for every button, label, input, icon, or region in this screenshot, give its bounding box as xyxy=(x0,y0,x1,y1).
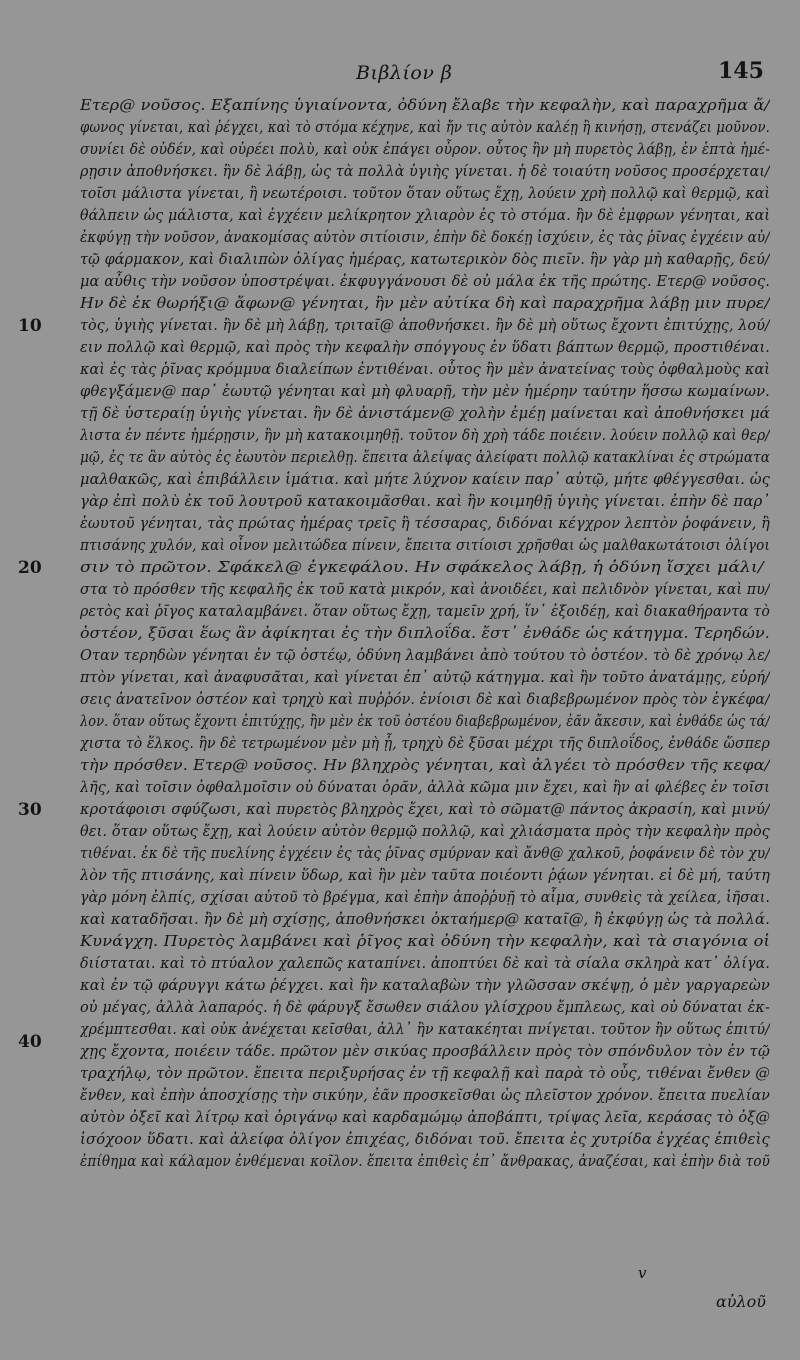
text-line-content: οὐ μέγας, ἀλλὰ λαπαρός. ἡ δὲ φάρυγξ ἔσωθεν σιάλου γλίσχρου ἔμπλεως, καὶ οὐ δύναται ἐκ- xyxy=(80,998,770,1016)
text-line xyxy=(80,996,770,1018)
text-line xyxy=(80,1040,770,1062)
text-line-content: λον. ὅταν οὕτως ἔχοντι ἐπιτύχῃς, ἢν μὲν ἐκ τοῦ ὀστέου διαβεβρωμένον, ἐᾶν ἄκεσιν, καὶ ἐνθάδε ὡς τά/ xyxy=(80,712,770,730)
text-line xyxy=(80,930,770,952)
text-line-content: τοῖσι μάλιστα γίνεται, ἢ νεωτέροισι. τοῦτον ὅταν οὕτως ἔχῃ, λούειν χρὴ πολλῷ καὶ θερμῷ, καὶ xyxy=(80,184,770,202)
text-line xyxy=(80,116,770,138)
text-line-content: σεις ἀνατεῖνον ὀστέον καὶ τρηχὺ καὶ πυῤῥόν. ἐνίοισι δὲ καὶ διαβεβρωμένον πρὸς τὸν ἐγκέφα/ xyxy=(80,690,770,708)
text-line-content: λῆς, καὶ τοῖσιν ὀφθαλμοῖσιν οὐ δύναται ὁρᾶν, ἀλλὰ κῶμα μιν ἔχει, καὶ ἢν αἱ φλέβες ἐν τοῖσι xyxy=(80,778,770,796)
text-line-content: σιν τὸ πρῶτον. Σφάκελ@ ἐγκεφάλου. Ην σφάκελος λάβῃ, ἡ ὀδύνη ἴσχει μάλι/ xyxy=(80,558,764,576)
text-line xyxy=(80,314,770,336)
text-line-content: ρῃσιν ἀποθνήσκει. ἢν δὲ λάβῃ, ὡς τὰ πολλὰ ὑγιὴς γίνεται. ἡ δὲ τοιαύτη νοῦσος προσέρχεται/ xyxy=(80,162,770,180)
text-line xyxy=(80,732,770,754)
text-line-content: ὀστέον, ξῦσαι ἕως ἂν ἀφίκηται ἐς τὴν διπλοΐδα. ἔστ᾽ ἐνθάδε ὡς κάτηγμα. Τερηδών. xyxy=(80,624,770,642)
line-number-10: 10 xyxy=(18,316,42,336)
text-line xyxy=(80,1106,770,1128)
page-header xyxy=(0,58,800,92)
text-line xyxy=(80,512,770,534)
text-line-content: ἑωυτοῦ γένηται, τὰς πρώτας ἡμέρας τρεῖς ἢ τέσσαρας, διδόναι κέγχρον λεπτὸν ῥοφάνειν, ἢ xyxy=(80,514,770,532)
text-line xyxy=(80,1150,770,1172)
text-line-content: τιθέναι. ἐκ δὲ τῆς πυελίνης ἐγχέειν ἐς τὰς ῥῖνας σμύρναν καὶ ἄνθ@ χαλκοῦ, ῥοφάνειν δὲ τὸν χυ/ xyxy=(80,844,770,862)
text-line-content: ρετὸς καὶ ῥῖγος καταλαμβάνει. ὅταν οὕτως ἔχῃ, ταμεῖν χρή, ἵν᾽ ἐξοιδέῃ, καὶ διακαθήραντα τὸ xyxy=(80,602,770,620)
text-line xyxy=(80,952,770,974)
text-line xyxy=(80,688,770,710)
text-line-content: φθεγξάμεν@ παρ᾽ ἑωυτῷ γένηται καὶ μὴ φλυαρῇ, τὴν μὲν ἡμέρην ταύτην ἥσσω κωμαίνων. xyxy=(80,382,770,400)
text-line xyxy=(80,842,770,864)
text-line xyxy=(80,490,770,512)
text-line-content: τῷ φάρμακον, καὶ διαλιπὼν ὀλίγας ἡμέρας, κατωτερικὸν δὸς πιεῖν. ἢν γὰρ μὴ καθαρῇς, δεύ/ xyxy=(80,250,770,268)
signature-mark: v xyxy=(638,1264,647,1282)
text-block xyxy=(80,94,770,1172)
text-line-content: καὶ ἐς τὰς ῥῖνας κρόμμυα διαλείπων ἐντιθέναι. οὗτος ἢν μὲν ἀνατείνας τοὺς ὀφθαλμοὺς καὶ xyxy=(80,360,770,378)
text-line xyxy=(80,336,770,358)
text-line xyxy=(80,556,770,578)
text-line-content: ειν πολλῷ καὶ θερμῷ, καὶ πρὸς τὴν κεφαλὴν σπόγγους ἐν ὕδατι βάπτων θερμῷ, προστιθέναι. xyxy=(80,338,770,356)
text-line xyxy=(80,578,770,600)
line-number-30: 30 xyxy=(18,800,42,820)
text-line xyxy=(80,358,770,380)
text-line-content: χῃς ἔχοντα, ποιέειν τάδε. πρῶτον μὲν σικύας προσβάλλειν πρὸς τὸν σπόνδυλον τὸν ἐν τῷ xyxy=(80,1042,770,1060)
text-line xyxy=(80,754,770,776)
text-line xyxy=(80,1128,770,1150)
text-line-content: Ετερ@ νοῦσος. Εξαπίνης ὑγιαίνοντα, ὀδύνη ἔλαβε τὴν κεφαλὴν, καὶ παραχρῆμα ἄ/ xyxy=(80,96,770,114)
text-line-content: διίσταται. καὶ τὸ πτύαλον χαλεπῶς καταπίνει. ἀποπτύει δὲ καὶ τὰ σίαλα σκληρὰ κατ᾽ ὀλίγα. xyxy=(80,954,770,972)
text-line-content: Οταν τερηδὼν γένηται ἐν τῷ ὀστέῳ, ὀδύνη λαμβάνει ἀπὸ τούτου τὸ ὀστέον. τὸ δὲ χρόνῳ λε/ xyxy=(80,646,770,664)
text-line-content: τὸς, ὑγιὴς γίνεται. ἢν δὲ μὴ λάβῃ, τριταῖ@ ἀποθνήσκει. ἢν δὲ μὴ οὕτως ἔχοντι ἐπιτύχῃς, λού/ xyxy=(80,316,770,334)
text-line xyxy=(80,644,770,666)
text-line-content: πτισάνης χυλόν, καὶ οἶνον μελιτώδεα πίνειν, ἔπειτα σιτίοισι χρῆσθαι ὡς μαλθακωτάτοισι ὀλίγοι xyxy=(80,536,770,554)
text-line-content: χιστα τὸ ἕλκος. ἢν δὲ τετρωμένον μὲν μὴ ᾖ, τρηχὺ δὲ ξῦσαι μέχρι τῆς διπλοΐδος, ἐνθάδε ὥσπερ xyxy=(80,734,770,752)
text-line xyxy=(80,776,770,798)
text-line xyxy=(80,974,770,996)
text-line-content: φωνος γίνεται, καὶ ῥέγχει, καὶ τὸ στόμα κέχηνε, καὶ ἤν τις αὐτὸν καλέῃ ἢ κινήσῃ, στενάζει μοῦνον. xyxy=(80,118,770,136)
text-line-content: καὶ καταδῆσαι. ἢν δὲ μὴ σχίσῃς, ἀποθνήσκει ὀκταήμερ@ καταῖ@, ἢ ἐκφύγῃ ὡς τὰ πολλά. xyxy=(80,910,770,928)
text-line xyxy=(80,798,770,820)
text-line xyxy=(80,666,770,688)
text-line xyxy=(80,292,770,314)
text-line xyxy=(80,402,770,424)
text-line-content: μῷ, ἐς τε ἂν αὐτὸς ἐς ἑωυτὸν περιελθῃ. ἔπειτα ἀλείψας ἀλείφατι πολλῷ κατακλίναι ἐς στρώματα xyxy=(80,448,770,466)
text-line xyxy=(80,622,770,644)
text-line-content: θει. ὅταν οὕτως ἔχῃ, καὶ λούειν αὐτὸν θερμῷ πολλῷ, καὶ χλιάσματα πρὸς τὴν κεφαλὴν πρὸς xyxy=(80,822,770,840)
text-line-content: θάλπειν ὡς μάλιστα, καὶ ἐγχέειν μελίκρητον χλιαρὸν ἐς τὸ στόμα. ἢν δὲ ἐμφρων γένηται, καὶ xyxy=(80,206,770,224)
text-line xyxy=(80,160,770,182)
text-line-content: ἐπίθημα καὶ κάλαμον ἐνθέμεναι κοῖλον. ἔπειτα ἐπιθεὶς ἐπ᾽ ἄνθρακας, ἀναζέσαι, καὶ ἐπὴν διὰ τοῦ xyxy=(80,1152,770,1170)
text-line-content: γὰρ μόνη ἐλπίς, σχίσαι αὐτοῦ τὸ βρέγμα, καὶ ἐπὴν ἀποῤῥυῇ τὸ αἷμα, συνθεὶς τὰ χείλεα, ἰῆσαι. xyxy=(80,888,770,906)
catchword: αὐλοῦ xyxy=(716,1292,767,1311)
text-line xyxy=(80,226,770,248)
text-line-content: λιστα ἐν πέντε ἡμέρῃσιν, ἢν μὴ κατακοιμηθῇ. τοῦτον δὴ χρὴ τάδε ποιέειν. λούειν πολλῷ καὶ θερ/ xyxy=(80,426,770,444)
text-line-content: τῇ δὲ ὑστεραίῃ ὑγιὴς γίνεται. ἢν δὲ ἀνιστάμεν@ χολὴν ἐμέῃ μαίνεται καὶ ἀποθνήσκει μά xyxy=(80,404,770,422)
text-line xyxy=(80,138,770,160)
page-number: 145 xyxy=(718,58,764,84)
text-line-content: τραχήλῳ, τὸν πρῶτον. ἔπειτα περιξυρήσας ἐν τῇ κεφαλῇ καὶ παρὰ τὸ οὖς, τιθέναι ἔνθεν @ xyxy=(80,1064,770,1082)
text-line xyxy=(80,468,770,490)
text-line-content: Κυνάγχη. Πυρετὸς λαμβάνει καὶ ῥῖγος καὶ ὀδύνη τὴν κεφαλὴν, καὶ τὰ σιαγόνια οἱ xyxy=(80,932,770,950)
text-line xyxy=(80,424,770,446)
text-line xyxy=(80,864,770,886)
text-line-content: συνίει δὲ οὐδέν, καὶ οὐρέει πολὺ, καὶ οὐκ ἐπάγει οὖρον. οὗτος ἢν μὴ πυρετὸς λάβῃ, ἐν ἑπτὰ ἡμέ- xyxy=(80,140,770,158)
text-line xyxy=(80,380,770,402)
text-line xyxy=(80,600,770,622)
text-line-content: γὰρ ἐπὶ πολὺ ἐκ τοῦ λουτροῦ κατακοιμᾶσθαι. καὶ ἢν κοιμηθῇ ὑγιὴς γίνεται. ἐπὴν δὲ παρ᾽ xyxy=(80,492,770,510)
text-line-content: ἰσόχοον ὕδατι. καὶ ἀλείφα ὀλίγον ἐπιχέας, διδόναι τοῦ. ἔπειτα ἐς χυτρίδα ἐγχέας ἐπιθεὶς xyxy=(80,1130,770,1148)
text-line xyxy=(80,886,770,908)
text-line xyxy=(80,94,770,116)
text-line-content: μα αὖθις τὴν νοῦσον ὑποστρέψαι. ἐκφυγγάνουσι δὲ οὐ μάλα ἐκ τῆς πρώτης. Ετερ@ νοῦσος. xyxy=(80,272,770,290)
text-line xyxy=(80,534,770,556)
line-number-40: 40 xyxy=(18,1032,42,1052)
text-line xyxy=(80,270,770,292)
text-line xyxy=(80,1062,770,1084)
text-line xyxy=(80,820,770,842)
text-line-content: Ην δὲ ἐκ θωρήξι@ ἄφων@ γένηται, ἢν μὲν αὐτίκα δὴ καὶ παραχρῆμα λάβῃ μιν πυρε/ xyxy=(80,294,770,312)
text-line-content: ἔνθεν, καὶ ἐπὴν ἀποσχίσῃς τὴν σικύην, ἐᾶν προσκεῖσθαι ὡς πλεῖστον χρόνον. ἔπειτα πυελίαν xyxy=(80,1086,770,1104)
text-line-content: μαλθακῶς, καὶ ἐπιβάλλειν ἱμάτια. καὶ μήτε λύχνον καίειν παρ᾽ αὐτῷ, μήτε φθέγγεσθαι. ὡς xyxy=(80,470,770,488)
text-line-content: κροτάφοισι σφύζωσι, καὶ πυρετὸς βληχρὸς ἔχει, καὶ τὸ σῶματ@ πάντος ἀκρασίη, καὶ μινύ/ xyxy=(80,800,770,818)
text-line-content: λὸν τῆς πτισάνης, καὶ πίνειν ὕδωρ, καὶ ἢν μὲν ταῦτα ποιέοντι ῥᾴων γένηται. εἰ δὲ μή, ταύτη xyxy=(80,866,770,884)
text-line-content: ἐκφύγῃ τὴν νοῦσον, ἀνακομίσας αὐτὸν σιτίοισιν, ἐπὴν δὲ δοκέῃ ἰσχύειν, ἐς τὰς ῥῖνας ἐγχέειν αὐ/ xyxy=(80,228,770,246)
text-line-content: καὶ ἐν τῷ φάρυγγι κάτω ῥέγχει. καὶ ἢν καταλαβὼν τὴν γλῶσσαν σκέψῃ, ὁ μὲν γαργαρεὼν xyxy=(80,976,770,994)
running-title: Βιβλίον β xyxy=(356,62,453,84)
text-line xyxy=(80,710,770,732)
text-line xyxy=(80,248,770,270)
text-line-content: πτὸν γίνεται, καὶ ἀναφυσᾶται, καὶ γίνεται ἐπ᾽ αὐτῷ κάτηγμα. καὶ ἢν τοῦτο ἀνατάμῃς, εὑρή/ xyxy=(80,668,770,686)
text-line xyxy=(80,204,770,226)
text-line-content: αὐτὸν ὀξεῖ καὶ λίτρῳ καὶ ὀριγάνῳ καὶ καρδαμώμῳ ἀποβάπτι, τρίψας λεῖα, κεράσας τὸ ὀξ@ xyxy=(80,1108,770,1126)
text-line-content: χρέμπτεσθαι. καὶ οὐκ ἀνέχεται κεῖσθαι, ἀλλ᾽ ἢν κατακέηται πνίγεται. τοῦτον ἢν οὕτως ἐπιτύ/ xyxy=(80,1020,770,1038)
text-line-content: στα τὸ πρόσθεν τῆς κεφαλῆς ἐκ τοῦ κατὰ μικρόν, καὶ ἀνοιδέει, καὶ πελιδνὸν γίνεται, καὶ πυ/ xyxy=(80,580,770,598)
text-line xyxy=(80,908,770,930)
line-number-20: 20 xyxy=(18,558,42,578)
text-line xyxy=(80,1018,770,1040)
text-line xyxy=(80,182,770,204)
text-line xyxy=(80,1084,770,1106)
text-line xyxy=(80,446,770,468)
text-line-content: τὴν πρόσθεν. Ετερ@ νοῦσος. Ην βληχρὸς γένηται, καὶ ἀλγέει τὸ πρόσθεν τῆς κεφα/ xyxy=(80,756,770,774)
